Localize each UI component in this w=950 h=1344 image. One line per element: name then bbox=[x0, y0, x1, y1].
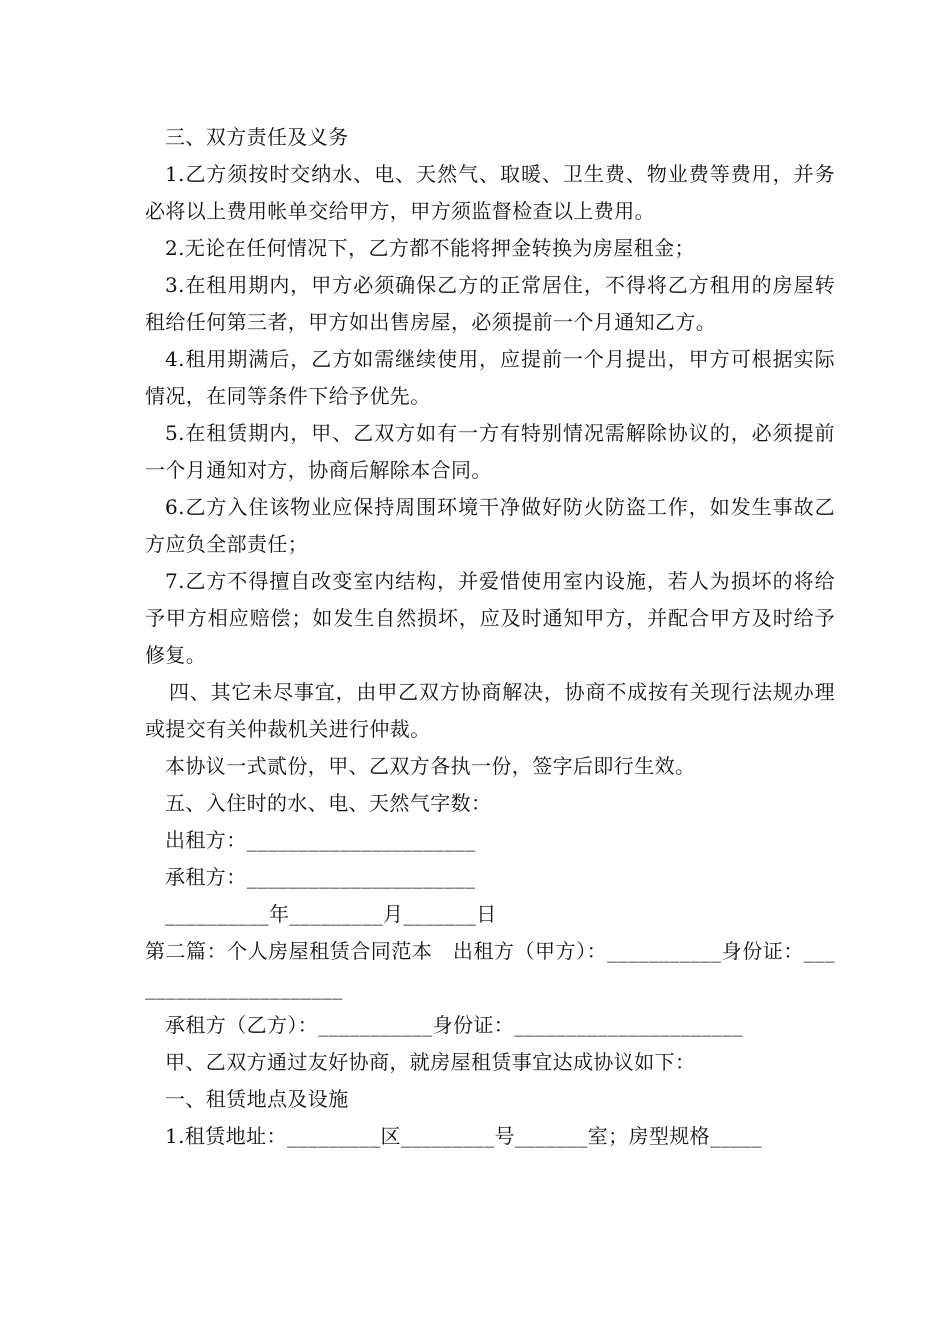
lessee-id-line: 承租方（乙方）：___________身份证：______________________ bbox=[165, 1013, 743, 1037]
clause-3-5: 5.在租赁期内，甲、乙双方如有一方有特别情况需解除协议的，必须提前一个月通知对方，协商后解除本合同。 bbox=[145, 421, 835, 482]
part-2-clause-1: 1.租赁地址：_________区_________号_______室；房型规格_____ bbox=[165, 1124, 763, 1148]
date-line: __________年_________月_______日 bbox=[165, 902, 497, 926]
part-2-section-1-heading: 一、租赁地点及设施 bbox=[165, 1087, 349, 1111]
clause-3-4: 4.租用期满后，乙方如需继续使用，应提前一个月提出，甲方可根据实际情况，在同等条件下给予优先。 bbox=[145, 347, 835, 408]
part-2-heading: 第二篇：个人房屋租赁合同范本 出租方（甲方）：___________身份证：______________________ bbox=[145, 939, 835, 1000]
section-4: 四、其它未尽事宜，由甲乙双方协商解决，协商不成按有关现行法规办理或提交有关仲裁机关进行仲裁。 bbox=[145, 680, 835, 741]
agreement-intro: 甲、乙双方通过友好协商，就房屋租赁事宜达成协议如下： bbox=[165, 1050, 696, 1074]
section-5-heading: 五、入住时的水、电、天然气字数： bbox=[165, 791, 492, 815]
clause-3-7: 7.乙方不得擅自改变室内结构，并爱惜使用室内设施，若人为损坏的将给予甲方相应赔偿；如发生自然损坏，应及时通知甲方，并配合甲方及时给予修复。 bbox=[145, 569, 835, 667]
clause-3-1: 1.乙方须按时交纳水、电、天然气、取暖、卫生费、物业费等费用，并务必将以上费用帐单交给甲方，甲方须监督检查以上费用。 bbox=[145, 162, 835, 223]
section-3-heading: 三、双方责任及义务 bbox=[165, 125, 349, 149]
copies-note: 本协议一式贰份，甲、乙双方各执一份，签字后即行生效。 bbox=[165, 754, 696, 778]
lessor-signature-line: 出租方：______________________ bbox=[165, 828, 476, 852]
document-body bbox=[145, 119, 835, 1155]
lessee-signature-line: 承租方：______________________ bbox=[165, 865, 476, 889]
clause-3-2: 2.无论在任何情况下，乙方都不能将押金转换为房屋租金； bbox=[165, 236, 695, 260]
clause-3-6: 6.乙方入住该物业应保持周围环境干净做好防火防盗工作，如发生事故乙方应负全部责任； bbox=[145, 495, 835, 556]
clause-3-3: 3.在租用期内，甲方必须确保乙方的正常居住，不得将乙方租用的房屋转租给任何第三者，甲方如出售房屋，必须提前一个月通知乙方。 bbox=[145, 273, 835, 334]
